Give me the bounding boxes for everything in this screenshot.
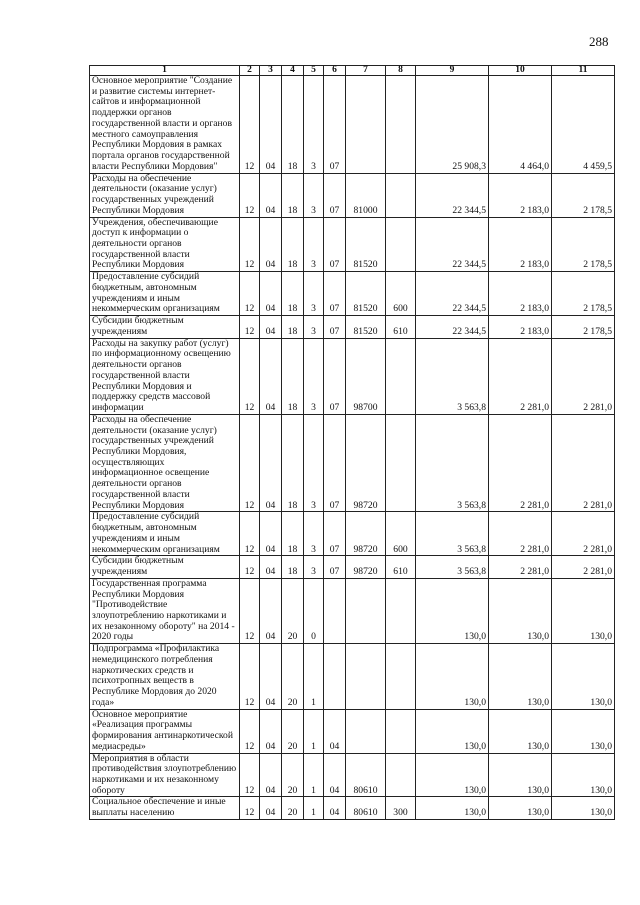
program-code: 20 xyxy=(282,578,304,643)
type-code xyxy=(386,217,416,272)
table-row xyxy=(90,709,615,753)
amount-year-2: 130,0 xyxy=(489,797,552,819)
table-row xyxy=(90,578,615,643)
type-code xyxy=(386,173,416,217)
table-row xyxy=(90,173,615,217)
event-code: 07 xyxy=(324,414,346,512)
section-code: 04 xyxy=(260,644,282,709)
subprogram-code: 3 xyxy=(304,512,324,556)
event-code: 04 xyxy=(324,753,346,797)
amount-year-3: 130,0 xyxy=(552,578,615,643)
amount-year-1: 22 344,5 xyxy=(416,272,489,316)
event-code: 04 xyxy=(324,797,346,819)
program-code: 18 xyxy=(282,512,304,556)
subprogram-code: 3 xyxy=(304,414,324,512)
subprogram-code: 1 xyxy=(304,709,324,753)
table-row xyxy=(90,556,615,578)
header-cell: 4 xyxy=(282,66,304,76)
subprogram-code: 3 xyxy=(304,338,324,414)
expense-code: 80610 xyxy=(346,753,386,797)
header-cell: 5 xyxy=(304,66,324,76)
amount-year-3: 2 178,5 xyxy=(552,173,615,217)
budget-table xyxy=(89,65,615,820)
amount-year-2: 2 281,0 xyxy=(489,556,552,578)
expense-code xyxy=(346,578,386,643)
table-row xyxy=(90,512,615,556)
type-code xyxy=(386,644,416,709)
section-code: 04 xyxy=(260,556,282,578)
kvsr-code: 12 xyxy=(240,512,260,556)
program-code: 20 xyxy=(282,709,304,753)
subprogram-code: 3 xyxy=(304,217,324,272)
kvsr-code: 12 xyxy=(240,753,260,797)
type-code: 610 xyxy=(386,556,416,578)
header-cell: 7 xyxy=(346,66,386,76)
table-row xyxy=(90,414,615,512)
section-code: 04 xyxy=(260,76,282,174)
type-code: 610 xyxy=(386,316,416,338)
event-code: 07 xyxy=(324,76,346,174)
kvsr-code: 12 xyxy=(240,338,260,414)
amount-year-2: 2 183,0 xyxy=(489,217,552,272)
amount-year-1: 130,0 xyxy=(416,709,489,753)
type-code xyxy=(386,709,416,753)
header-cell: 9 xyxy=(416,66,489,76)
subprogram-code: 3 xyxy=(304,173,324,217)
section-code: 04 xyxy=(260,512,282,556)
type-code xyxy=(386,76,416,174)
type-code xyxy=(386,414,416,512)
type-code: 600 xyxy=(386,512,416,556)
amount-year-3: 2 281,0 xyxy=(552,414,615,512)
row-name: Государственная программа Республики Мордовия "Противодействие злоупотреблению наркотиками и их незаконному обороту" на 2014 - 2020 годы xyxy=(90,578,240,643)
kvsr-code: 12 xyxy=(240,76,260,174)
amount-year-1: 3 563,8 xyxy=(416,338,489,414)
event-code: 07 xyxy=(324,173,346,217)
kvsr-code: 12 xyxy=(240,797,260,819)
table-row xyxy=(90,338,615,414)
amount-year-3: 2 281,0 xyxy=(552,338,615,414)
section-code: 04 xyxy=(260,272,282,316)
amount-year-3: 2 178,5 xyxy=(552,272,615,316)
expense-code xyxy=(346,76,386,174)
kvsr-code: 12 xyxy=(240,316,260,338)
subprogram-code: 3 xyxy=(304,316,324,338)
amount-year-2: 2 183,0 xyxy=(489,272,552,316)
header-cell: 6 xyxy=(324,66,346,76)
subprogram-code: 3 xyxy=(304,76,324,174)
amount-year-2: 130,0 xyxy=(489,644,552,709)
program-code: 20 xyxy=(282,797,304,819)
event-code xyxy=(324,644,346,709)
header-cell: 2 xyxy=(240,66,260,76)
amount-year-2: 4 464,0 xyxy=(489,76,552,174)
header-cell: 1 xyxy=(90,66,240,76)
event-code: 04 xyxy=(324,709,346,753)
table-row xyxy=(90,644,615,709)
expense-code xyxy=(346,644,386,709)
table-row xyxy=(90,316,615,338)
kvsr-code: 12 xyxy=(240,414,260,512)
section-code: 04 xyxy=(260,217,282,272)
expense-code: 98700 xyxy=(346,338,386,414)
amount-year-3: 4 459,5 xyxy=(552,76,615,174)
amount-year-3: 2 178,5 xyxy=(552,217,615,272)
program-code: 20 xyxy=(282,644,304,709)
section-code: 04 xyxy=(260,173,282,217)
amount-year-1: 3 563,8 xyxy=(416,556,489,578)
event-code: 07 xyxy=(324,316,346,338)
kvsr-code: 12 xyxy=(240,709,260,753)
amount-year-3: 130,0 xyxy=(552,644,615,709)
expense-code: 98720 xyxy=(346,512,386,556)
table-row xyxy=(90,76,615,174)
expense-code: 98720 xyxy=(346,414,386,512)
row-name: Основное мероприятие "Создание и развитие системы интернет-сайтов и информационной поддержки органов государственной власти и органов местного самоуправления Республики Мордовия в рамках портала органов государственной власти Республики Мордовия" xyxy=(90,76,240,174)
header-row xyxy=(90,66,615,76)
row-name: Предоставление субсидий бюджетным, автономным учреждениям и иным некоммерческим организациям xyxy=(90,272,240,316)
expense-code xyxy=(346,709,386,753)
table-row xyxy=(90,217,615,272)
subprogram-code: 3 xyxy=(304,556,324,578)
program-code: 18 xyxy=(282,217,304,272)
table-row xyxy=(90,272,615,316)
row-name: Социальное обеспечение и иные выплаты населению xyxy=(90,797,240,819)
type-code: 300 xyxy=(386,797,416,819)
amount-year-2: 2 281,0 xyxy=(489,414,552,512)
kvsr-code: 12 xyxy=(240,272,260,316)
header-cell: 3 xyxy=(260,66,282,76)
expense-code: 81520 xyxy=(346,316,386,338)
kvsr-code: 12 xyxy=(240,556,260,578)
subprogram-code: 1 xyxy=(304,797,324,819)
amount-year-1: 3 563,8 xyxy=(416,414,489,512)
amount-year-1: 130,0 xyxy=(416,797,489,819)
row-name: Расходы на закупку работ (услуг) по информационному освещению деятельности органов государственной власти Республики Мордовия и поддержку средств массовой информации xyxy=(90,338,240,414)
section-code: 04 xyxy=(260,709,282,753)
row-name: Расходы на обеспечение деятельности (оказание услуг) государственных учреждений Республики Мордовия xyxy=(90,173,240,217)
row-name: Субсидии бюджетным учреждениям xyxy=(90,316,240,338)
row-name: Предоставление субсидий бюджетным, автономным учреждениям и иным некоммерческим организациям xyxy=(90,512,240,556)
program-code: 18 xyxy=(282,556,304,578)
amount-year-3: 2 281,0 xyxy=(552,556,615,578)
section-code: 04 xyxy=(260,316,282,338)
type-code xyxy=(386,578,416,643)
amount-year-1: 22 344,5 xyxy=(416,173,489,217)
expense-code: 80610 xyxy=(346,797,386,819)
row-name: Основное мероприятие «Реализация программы формирования антинаркотической медиасреды» xyxy=(90,709,240,753)
kvsr-code: 12 xyxy=(240,578,260,643)
section-code: 04 xyxy=(260,797,282,819)
event-code: 07 xyxy=(324,556,346,578)
amount-year-1: 22 344,5 xyxy=(416,217,489,272)
amount-year-1: 130,0 xyxy=(416,644,489,709)
table-row xyxy=(90,797,615,819)
amount-year-2: 2 281,0 xyxy=(489,338,552,414)
event-code: 07 xyxy=(324,272,346,316)
amount-year-2: 130,0 xyxy=(489,578,552,643)
section-code: 04 xyxy=(260,753,282,797)
amount-year-2: 2 281,0 xyxy=(489,512,552,556)
section-code: 04 xyxy=(260,578,282,643)
expense-code: 81000 xyxy=(346,173,386,217)
amount-year-3: 130,0 xyxy=(552,709,615,753)
amount-year-2: 130,0 xyxy=(489,753,552,797)
expense-code: 81520 xyxy=(346,272,386,316)
subprogram-code: 3 xyxy=(304,272,324,316)
subprogram-code: 1 xyxy=(304,753,324,797)
event-code: 07 xyxy=(324,338,346,414)
table-row xyxy=(90,753,615,797)
amount-year-1: 3 563,8 xyxy=(416,512,489,556)
header-cell: 8 xyxy=(386,66,416,76)
type-code xyxy=(386,753,416,797)
row-name: Мероприятия в области противодействия злоупотреблению наркотиками и их незаконному обороту xyxy=(90,753,240,797)
expense-code: 98720 xyxy=(346,556,386,578)
row-name: Учреждения, обеспечивающие доступ к информации о деятельности органов государственной власти Республики Мордовия xyxy=(90,217,240,272)
amount-year-3: 2 178,5 xyxy=(552,316,615,338)
amount-year-1: 130,0 xyxy=(416,753,489,797)
event-code xyxy=(324,578,346,643)
amount-year-2: 2 183,0 xyxy=(489,316,552,338)
type-code xyxy=(386,338,416,414)
program-code: 18 xyxy=(282,414,304,512)
amount-year-3: 130,0 xyxy=(552,797,615,819)
amount-year-1: 22 344,5 xyxy=(416,316,489,338)
program-code: 18 xyxy=(282,76,304,174)
program-code: 18 xyxy=(282,338,304,414)
subprogram-code: 1 xyxy=(304,644,324,709)
subprogram-code: 0 xyxy=(304,578,324,643)
amount-year-3: 130,0 xyxy=(552,753,615,797)
event-code: 07 xyxy=(324,217,346,272)
amount-year-2: 130,0 xyxy=(489,709,552,753)
header-cell: 11 xyxy=(552,66,615,76)
section-code: 04 xyxy=(260,414,282,512)
header-cell: 10 xyxy=(489,66,552,76)
row-name: Подпрограмма «Профилактика немедицинского потребления наркотических средств и психотропных веществ в Республике Мордовия до 2020 года» xyxy=(90,644,240,709)
page-number: 288 xyxy=(589,34,609,49)
expense-code: 81520 xyxy=(346,217,386,272)
kvsr-code: 12 xyxy=(240,217,260,272)
program-code: 18 xyxy=(282,316,304,338)
amount-year-3: 2 281,0 xyxy=(552,512,615,556)
amount-year-2: 2 183,0 xyxy=(489,173,552,217)
amount-year-1: 25 908,3 xyxy=(416,76,489,174)
event-code: 07 xyxy=(324,512,346,556)
program-code: 18 xyxy=(282,173,304,217)
row-name: Расходы на обеспечение деятельности (оказание услуг) государственных учреждений Республики Мордовия, осуществляющих информационное освещение деятельности органов государственной власти Республики Мордовия xyxy=(90,414,240,512)
kvsr-code: 12 xyxy=(240,173,260,217)
program-code: 20 xyxy=(282,753,304,797)
row-name: Субсидии бюджетным учреждениям xyxy=(90,556,240,578)
amount-year-1: 130,0 xyxy=(416,578,489,643)
program-code: 18 xyxy=(282,272,304,316)
type-code: 600 xyxy=(386,272,416,316)
section-code: 04 xyxy=(260,338,282,414)
kvsr-code: 12 xyxy=(240,644,260,709)
